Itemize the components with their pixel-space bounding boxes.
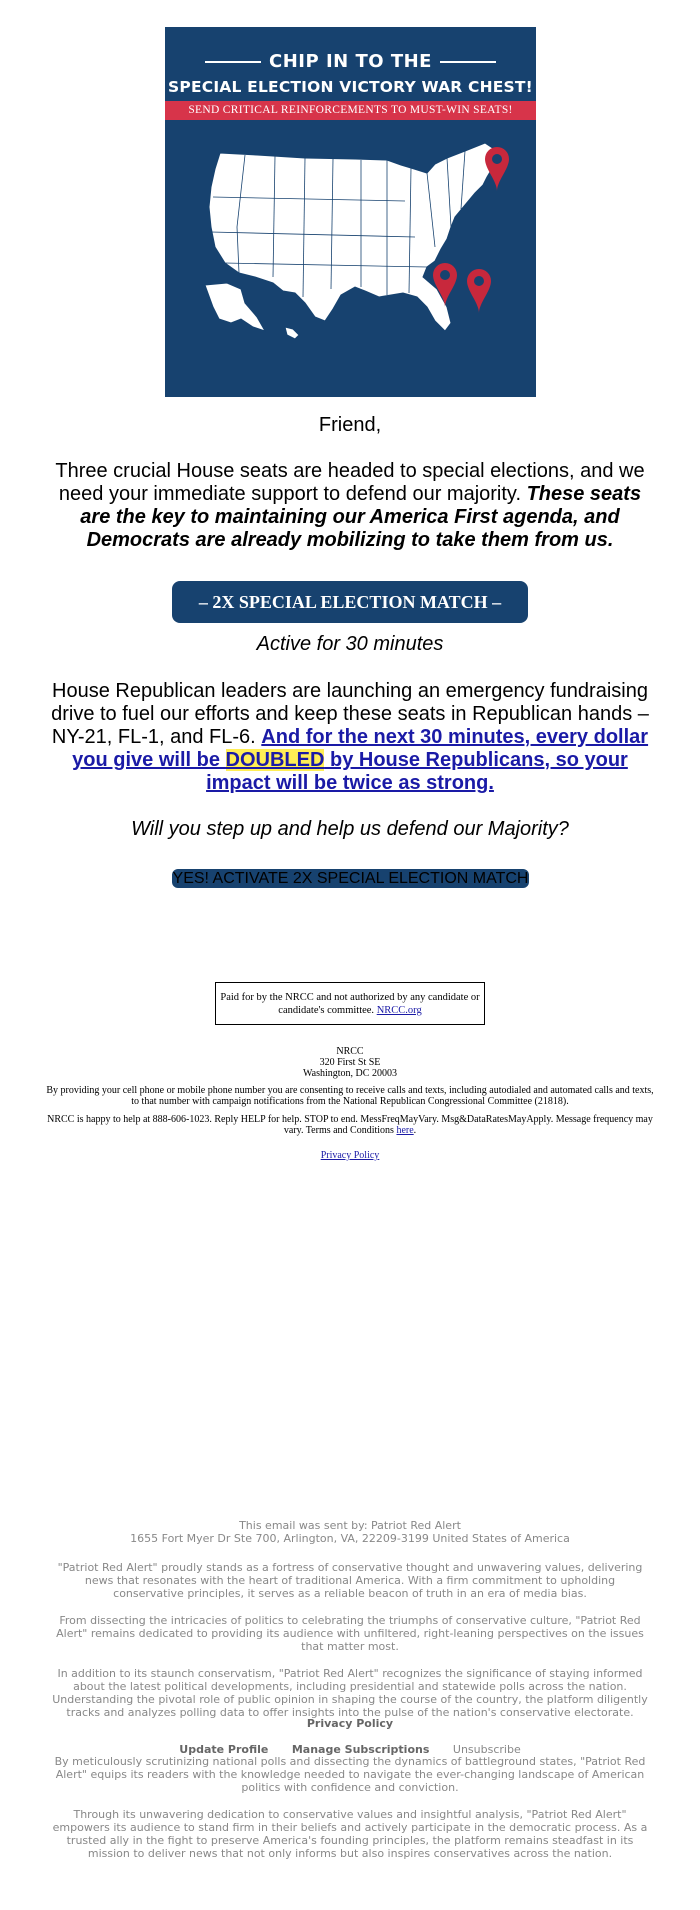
banner-headline-2: SPECIAL ELECTION VICTORY WAR CHEST! [168,78,533,96]
privacy-policy-link[interactable]: Privacy Policy [320,1150,380,1161]
map-pin-icon [485,147,509,191]
donate-link[interactable]: And for the next 30 minutes, every dollar you give will be DOUBLED by House Republicans, so your impact will be twice as strong. [72,726,649,794]
sms-consent-text: By providing your cell phone or mobile phone number you are consenting to receive calls and texts, including autodialed and automated calls and texts, to that number with campaign notifications from the National Republican Congressional Committee (21818). [46,1085,654,1107]
footer-paragraph-1: "Patriot Red Alert" proudly stands as a fortress of conservative thought and unwavering values, delivering news that resonates with the heart of traditional America. With a firm commitment to upholding conservative principles, it serves as a reliable beacon of truth in an era of media bias. [57,1561,643,1600]
mailing-address: NRCC 320 First St SE Washington, DC 20003 [303,1046,397,1079]
privacy-link-container [45,1150,655,1161]
footer-sender: This email was sent by: Patriot Red Alert 1655 Fort Myer Dr Ste 700, Arlington, VA, 22209-3199 United States of America [130,1519,570,1545]
help-text: NRCC is happy to help at 888-606-1023. Reply HELP for help. STOP to end. MessFreqMayVary. Msg&DataRatesMayApply. Message frequency may vary. Terms and Conditions here. [47,1114,653,1136]
us-map-shape [209,143,500,331]
alaska-shape [205,283,265,331]
paid-for-disclaimer: Paid for by the NRCC and not authorized by any candidate or candidate's committee. NRCC.org [215,982,485,1025]
body-paragraph: House Republican leaders are launching an emergency fundraising drive to fuel our efforts and keep these seats in Republican hands – NY-21, FL-1, and FL-6. And for the next 30 minutes, every dollar you give will be DOUBLED by House Republicans, so your impact will be twice as strong. [51,680,649,794]
map-pin-icon [467,269,491,313]
unsubscribe-link[interactable]: Unsubscribe [452,1743,521,1756]
match-button[interactable]: – 2X SPECIAL ELECTION MATCH – [172,581,528,623]
intro-paragraph: Three crucial House seats are headed to special elections, and we need your immediate support to defend our majority. These seats are the key to maintaining our America First agenda, and Democrats are already mobilizing to take them from us. [55,460,645,551]
nrcc-link[interactable]: NRCC.org [376,1005,422,1016]
greeting: Friend, [318,414,382,436]
update-profile-link[interactable]: Update Profile [179,1743,269,1756]
footer-paragraph-3: In addition to its staunch conservatism, "Patriot Red Alert" recognizes the significance of staying informed about the latest political developments, including presidential and statewide polls across the nation. Understanding the pivotal role of public opinion in shaping the course of the country, the platform diligently tracks and analyzes polling data to offer insights into the pulse of the nation's conservative electorate. [52,1667,648,1719]
doubled-highlight: DOUBLED [225,749,325,771]
footer-privacy-policy-link[interactable]: Privacy Policy [306,1717,394,1730]
manage-subscriptions-link[interactable]: Manage Subscriptions [291,1743,430,1756]
banner-subline: SEND CRITICAL REINFORCEMENTS TO MUST-WIN SEATS! [165,101,536,120]
intro-emphasis: These seats are the key to maintaining our America First agenda, and Democrats are already mobilizing to take them from us. [80,483,642,551]
activate-match-button[interactable]: YES! ACTIVATE 2X SPECIAL ELECTION MATCH [172,870,529,887]
question-text: Will you step up and help us defend our Majority? [131,818,569,840]
terms-link[interactable]: here [396,1125,414,1136]
footer-paragraph-2: From dissecting the intricacies of politics to celebrating the triumphs of conservative culture, "Patriot Red Alert" remains dedicated to providing its audience with unfiltered, right-leaning perspectives on the issues that matter most. [56,1614,644,1653]
banner-headline-1: CHIP IN TO THE [165,51,536,72]
hawaii-shape [285,327,299,339]
us-map-illustration [165,27,536,397]
active-note: Active for 30 minutes [256,633,444,655]
footer-paragraph-5: Through its unwavering dedication to conservative values and insightful analysis, "Patriot Red Alert" empowers its audience to stand firm in their beliefs and actively participate in the democratic process. As a trusted ally in the fight to preserve America's founding principles, the platform remains steadfast in its mission to deliver news that not only informs but also inspires conservatives across the nation. [52,1808,648,1860]
hero-banner[interactable] [165,27,536,397]
footer-paragraph-4: By meticulously scrutinizing national polls and dissecting the dynamics of battleground states, "Patriot Red Alert" equips its readers with the knowledge needed to navigate the ever-changing landscape of American politics with confidence and conviction. [54,1755,646,1794]
